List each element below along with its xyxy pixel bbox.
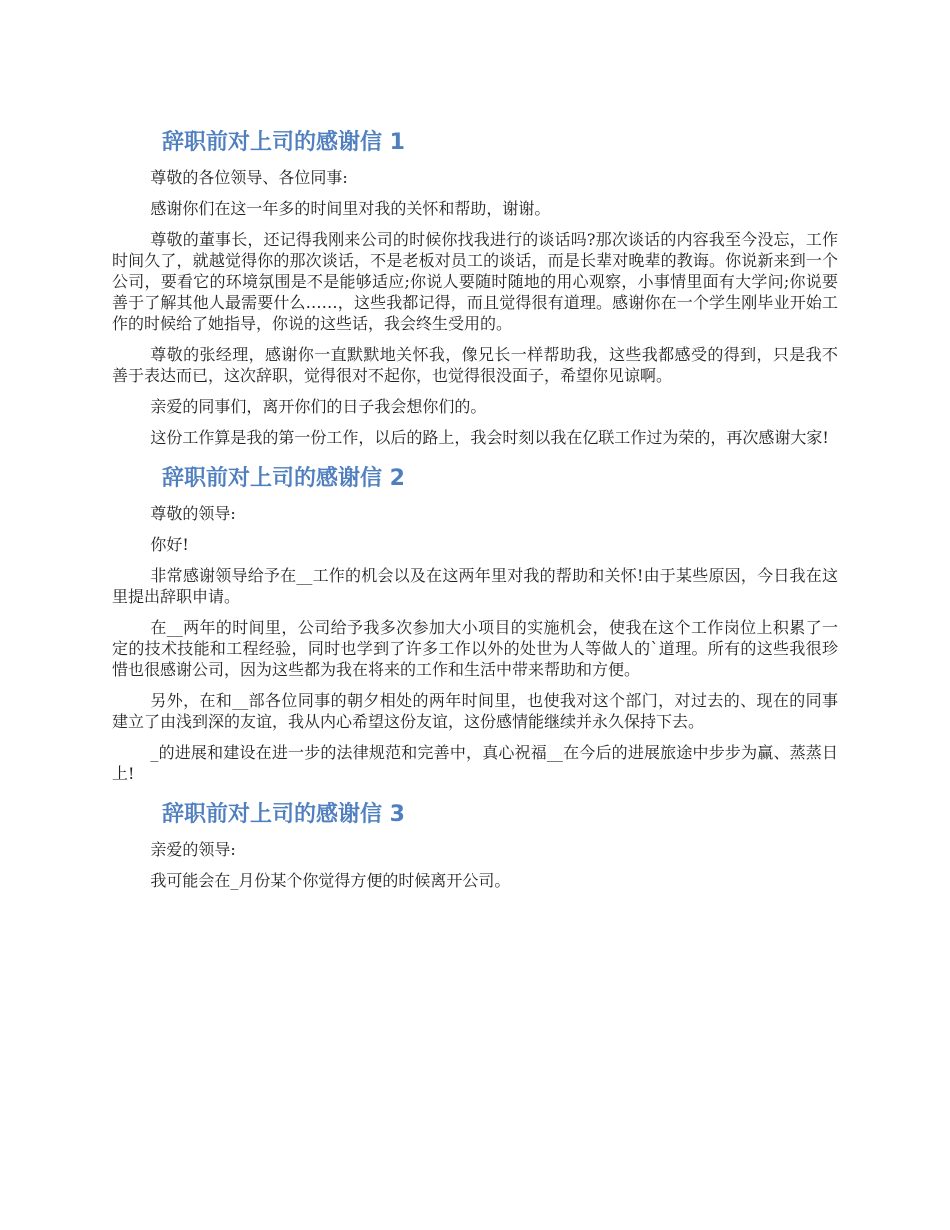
paragraph: 亲爱的领导: — [150, 840, 236, 859]
paragraph: 尊敬的领导: — [150, 504, 236, 523]
section-title: 辞职前对上司的感谢信 3 — [162, 802, 405, 827]
paragraph: 另外，在和__部各位同事的朝夕相处的两年时间里，也使我对这个部门，对过去的、现在的同事建立了由浅到深的友谊，我从内心希望这份友谊，这份感情能继续并永久保持下去。 — [112, 691, 838, 731]
paragraph: 感谢你们在这一年多的时间里对我的关怀和帮助，谢谢。 — [150, 199, 551, 218]
document-body — [112, 122, 838, 901]
paragraph: 非常感谢领导给予在__工作的机会以及在这两年里对我的帮助和关怀!由于某些原因，今日我在这里提出辞职申请。 — [112, 566, 838, 606]
paragraph: 在__两年的时间里，公司给予我多次参加大小项目的实施机会，使我在这个工作岗位上积累了一定的技术技能和工程经验，同时也学到了许多工作以外的处世为人等做人的`道理。所有的这些我很珍惜也很感谢公司，因为这些都为我在将来的工作和生活中带来帮助和方便。 — [112, 618, 838, 679]
letter-section-1 — [112, 122, 838, 448]
paragraph: 尊敬的张经理，感谢你一直默默地关怀我，像兄长一样帮助我，这些我都感受的得到，只是我不善于表达而已，这次辞职，觉得很对不起你，也觉得很没面子，希望你见谅啊。 — [112, 345, 838, 385]
section-title: 辞职前对上司的感谢信 1 — [162, 130, 405, 155]
letter-section-2 — [112, 458, 838, 784]
paragraph: _的进展和建设在进一步的法律规范和完善中，真心祝福__在今后的进展旅途中步步为赢、蒸蒸日上! — [112, 743, 838, 783]
letter-section-3 — [112, 794, 838, 891]
paragraph: 尊敬的董事长，还记得我刚来公司的时候你找我进行的谈话吗?那次谈话的内容我至今没忘，工作时间久了，就越觉得你的那次谈话，不是老板对员工的谈话，而是长辈对晚辈的教诲。你说新来到一个公司，要看它的环境氛围是不是能够适应;你说人要随时随地的用心观察，小事情里面有大学问;你说要善于了解其他人最需要什么……，这些我都记得，而且觉得很有道理。感谢你在一个学生刚毕业开始工作的时候给了她指导，你说的这些话，我会终生受用的。 — [112, 230, 838, 333]
paragraph: 尊敬的各位领导、各位同事: — [150, 168, 348, 187]
paragraph: 你好! — [150, 535, 189, 554]
paragraph: 亲爱的同事们，离开你们的日子我会想你们的。 — [150, 397, 487, 416]
paragraph: 我可能会在_月份某个你觉得方便的时候离开公司。 — [150, 871, 511, 890]
section-title: 辞职前对上司的感谢信 2 — [162, 466, 405, 491]
paragraph: 这份工作算是我的第一份工作，以后的路上，我会时刻以我在亿联工作过为荣的，再次感谢大家! — [150, 428, 829, 447]
